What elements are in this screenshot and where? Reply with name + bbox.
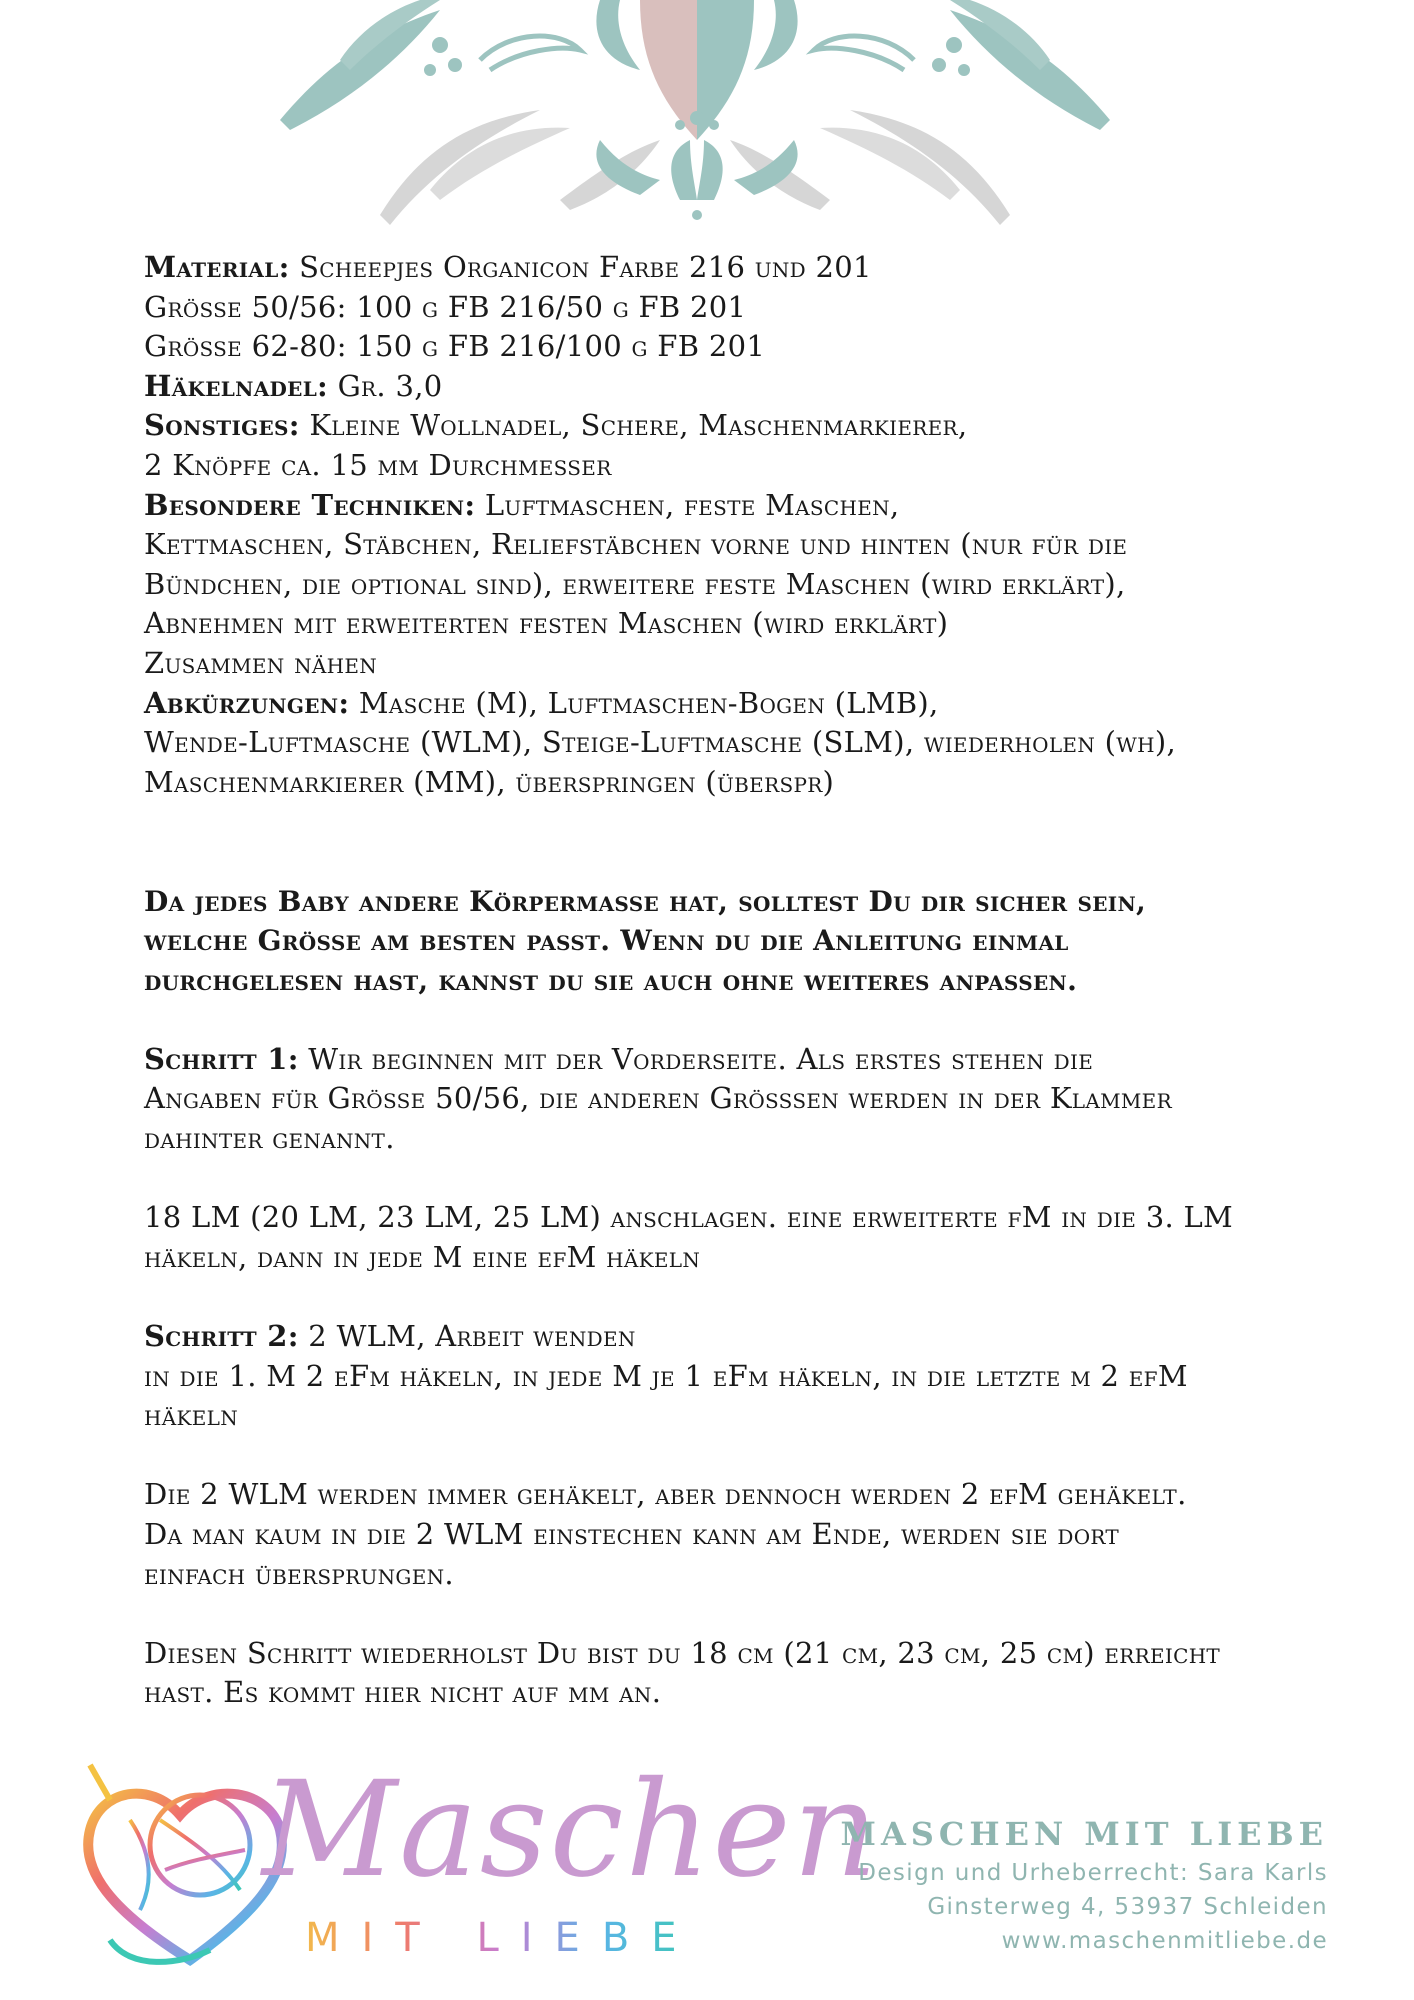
pattern-text xyxy=(144,248,1304,1713)
floral-ornament-icon xyxy=(0,0,1414,230)
logo-subtitle: MIT LIEBE xyxy=(305,1915,699,1961)
footer-address: Ginsterweg 4, 53937 Schleiden xyxy=(927,1894,1328,1920)
techniques-line-5: Zusammen nähen xyxy=(144,645,378,680)
techniques-line: Besondere Techniken: Luftmaschen, feste Maschen, xyxy=(144,487,900,522)
material-line: Material: Scheepjes Organicon Farbe 216 und 201 xyxy=(144,250,872,284)
logo-script-text: Maschen xyxy=(262,1753,880,1907)
misc-line: Sonstiges: Kleine Wollnadel, Schere, Maschenmarkierer, xyxy=(144,408,968,443)
size-line-1: Grösse 50/56: 100 g FB 216/50 g FB 201 xyxy=(144,289,747,324)
footer-design: Design und Urheberrecht: Sara Karls xyxy=(858,1860,1328,1886)
footer-contact xyxy=(768,1812,1328,1958)
footer-brand: MASCHEN MIT LIEBE xyxy=(840,1815,1328,1853)
needle-line: Häkelnadel: Gr. 3,0 xyxy=(144,368,443,403)
step-1: Schritt 1: Wir beginnen mit der Vorderseite. Als erstes stehen die Angaben für Grösse 50/56, die anderen Grösssen werden in der Klammer dahinter genannt. 18 LM (20 LM, 23 LM, 25 LM) anschlagen. eine erweiterte fM in die 3. LM häkeln, dann in jede M eine efM häkeln xyxy=(144,1041,1234,1274)
size-note: Da jedes Baby andere Körpermasse hat, solltest Du dir sicher sein, welche Grösse am besten passt. Wenn du die Anleitung einmal durchgelesen hast, kannst du sie auch ohne weiteres anpassen. xyxy=(144,884,1147,997)
misc-line-2: 2 Knöpfe ca. 15 mm Durchmesser xyxy=(144,447,612,482)
footer-website[interactable]: www.maschenmitliebe.de xyxy=(1001,1928,1328,1954)
techniques-line-4: Abnehmen mit erweiterten festen Maschen (wird erklärt) xyxy=(144,606,949,641)
abbreviations-line: Abkürzungen: Masche (M), Luftmaschen-Bogen (LMB), xyxy=(144,685,939,720)
step-2: Schritt 2: 2 WLM, Arbeit wenden in die 1. M 2 eFm häkeln, in jede M je 1 eFm häkeln, in die letzte m 2 efM häkeln Die 2 WLM werden immer gehäkelt, aber dennoch werden 2 efM gehäkelt. Da man kaum in die 2 WLM einstechen kann am Ende, werden sie dort einfach übersprungen. Diesen Schritt wiederholst Du bist du 18 cm (21 cm, 23 cm, 25 cm) erreicht hast. Es kommt hier nicht auf mm an. xyxy=(144,1319,1221,1710)
size-line-2: Grösse 62-80: 150 g FB 216/100 g FB 201 xyxy=(144,329,766,364)
abbreviations-line-3: Maschenmarkierer (MM), überspringen (überspr) xyxy=(144,764,835,799)
abbreviations-line-2: Wende-Luftmasche (WLM), Steige-Luftmasche (SLM), wiederholen (wh), xyxy=(144,725,1176,760)
techniques-line-3: Bündchen, die optional sind), erweitere feste Maschen (wird erklärt), xyxy=(144,566,1126,601)
techniques-line-2: Kettmaschen, Stäbchen, Reliefstäbchen vorne und hinten (nur für die xyxy=(144,527,1128,562)
